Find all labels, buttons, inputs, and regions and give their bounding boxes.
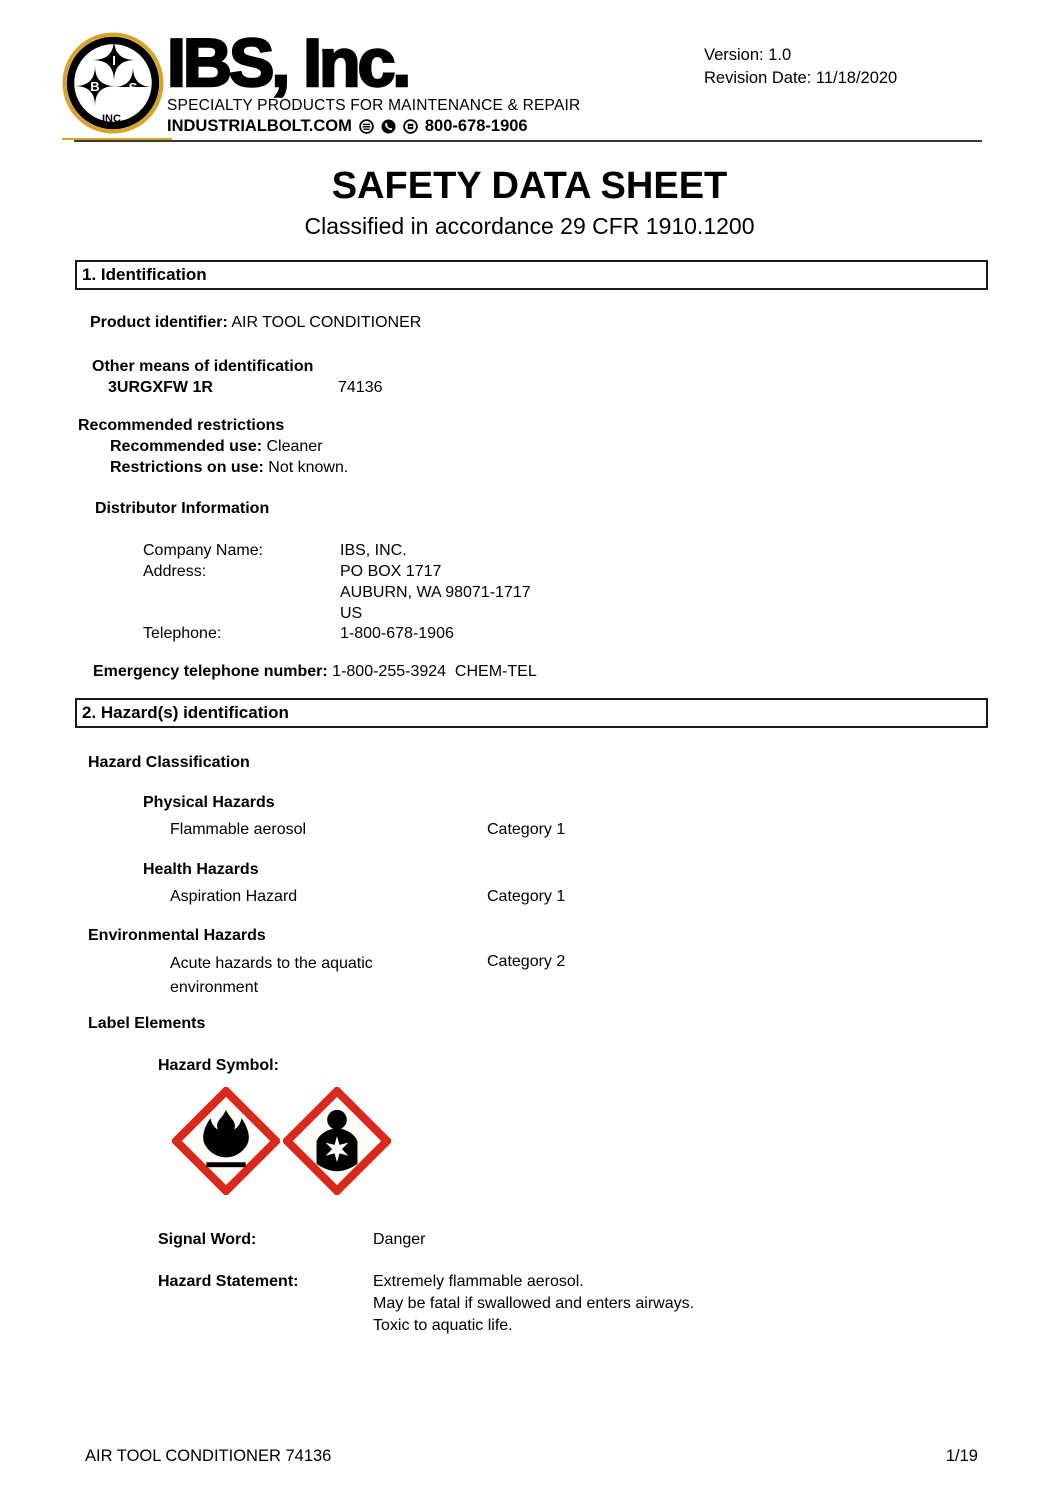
environmental-hazard-name: Acute hazards to the aquatic environment (170, 955, 373, 996)
recommended-use-label: Recommended use: (110, 438, 263, 455)
brand-name: IBS, Inc. (167, 25, 409, 101)
svg-text:B: B (90, 79, 100, 94)
document-subtitle: Classified in accordance 29 CFR 1910.1200 (304, 213, 755, 239)
physical-hazard-category: Category 1 (487, 821, 566, 838)
hazard-statement-line-3: Toxic to aquatic life. (373, 1317, 513, 1334)
version-block (704, 44, 897, 90)
fax-icon (403, 119, 418, 134)
hazard-statement-line-2: May be fatal if swallowed and enters airways. (373, 1295, 695, 1312)
telephone-value: 1-800-678-1906 (340, 625, 454, 642)
health-hazard-pictogram (283, 1087, 391, 1195)
version-text: Version: 1.0 (704, 46, 792, 64)
hazard-pictograms (172, 1087, 391, 1195)
header-phone-number: 800-678-1906 (424, 117, 528, 135)
hazard-statement-label: Hazard Statement: (158, 1273, 299, 1290)
address-line-2: AUBURN, WA 98071-1717 (340, 584, 531, 601)
header-rule (74, 140, 982, 142)
recommended-use-value: Cleaner (266, 438, 323, 455)
health-hazards-heading: Health Hazards (143, 861, 259, 878)
brand-tagline: SPECIALTY PRODUCTS FOR MAINTENANCE & REPAIR (167, 97, 581, 114)
address-line-3: US (340, 605, 363, 622)
product-number-label: 3URGXFW 1R (108, 379, 213, 396)
revision-date-text: Revision Date: 11/18/2020 (704, 69, 898, 87)
signal-word-label: Signal Word: (158, 1231, 257, 1248)
emergency-telephone-label: Emergency telephone number: (93, 663, 328, 680)
environmental-hazards-heading: Environmental Hazards (88, 927, 266, 944)
physical-hazards-heading: Physical Hazards (143, 794, 275, 811)
hazard-symbol-label: Hazard Symbol: (158, 1057, 279, 1074)
health-hazard-name: Aspiration Hazard (170, 888, 298, 905)
phone-icon (381, 119, 396, 134)
distributor-heading: Distributor Information (95, 500, 270, 517)
address-label: Address: (143, 563, 207, 580)
company-name-label: Company Name: (143, 542, 264, 559)
emergency-telephone-value: 1-800-255-3924 CHEM-TEL (332, 663, 537, 680)
logo-inc-text: INC. (102, 113, 124, 125)
product-identifier-value: AIR TOOL CONDITIONER (231, 314, 422, 331)
brand-block (167, 25, 581, 136)
emergency-telephone-row (93, 662, 537, 682)
signal-word-value: Danger (373, 1231, 426, 1248)
product-number-value: 74136 (338, 379, 383, 396)
environmental-hazard-category: Category 2 (487, 953, 566, 970)
flame-pictogram (172, 1087, 280, 1195)
product-identifier-label: Product identifier: (90, 314, 228, 331)
product-identifier-row (90, 313, 421, 333)
svg-text:I: I (112, 53, 116, 68)
recommended-restrictions-heading: Recommended restrictions (78, 417, 285, 434)
ibs-logo (62, 30, 164, 137)
restrictions-on-use-label: Restrictions on use: (110, 459, 264, 476)
svg-text:S: S (128, 80, 138, 95)
web-icon (359, 119, 374, 134)
telephone-label: Telephone: (143, 625, 222, 642)
section-1-heading: 1. Identification (75, 260, 988, 290)
address-line-1: PO BOX 1717 (340, 563, 442, 580)
restrictions-on-use-row (110, 458, 348, 478)
company-name-value: IBS, INC. (340, 542, 407, 559)
label-elements-heading: Label Elements (88, 1015, 206, 1032)
section-2-heading: 2. Hazard(s) identification (75, 698, 988, 728)
website-line (167, 117, 580, 136)
hazard-statement-line-1: Extremely flammable aerosol. (373, 1273, 584, 1290)
footer-page-number: 1/19 (945, 1447, 978, 1465)
website-text: INDUSTRIALBOLT.COM (167, 117, 352, 135)
physical-hazard-name: Flammable aerosol (170, 821, 307, 838)
restrictions-on-use-value: Not known. (268, 459, 349, 476)
health-hazard-category: Category 1 (487, 888, 566, 905)
footer-product-text: AIR TOOL CONDITIONER 74136 (85, 1447, 332, 1465)
other-means-heading: Other means of identification (92, 358, 314, 375)
document-title: SAFETY DATA SHEET (331, 165, 728, 207)
hazard-classification-heading: Hazard Classification (88, 754, 250, 771)
recommended-use-row (110, 437, 323, 457)
